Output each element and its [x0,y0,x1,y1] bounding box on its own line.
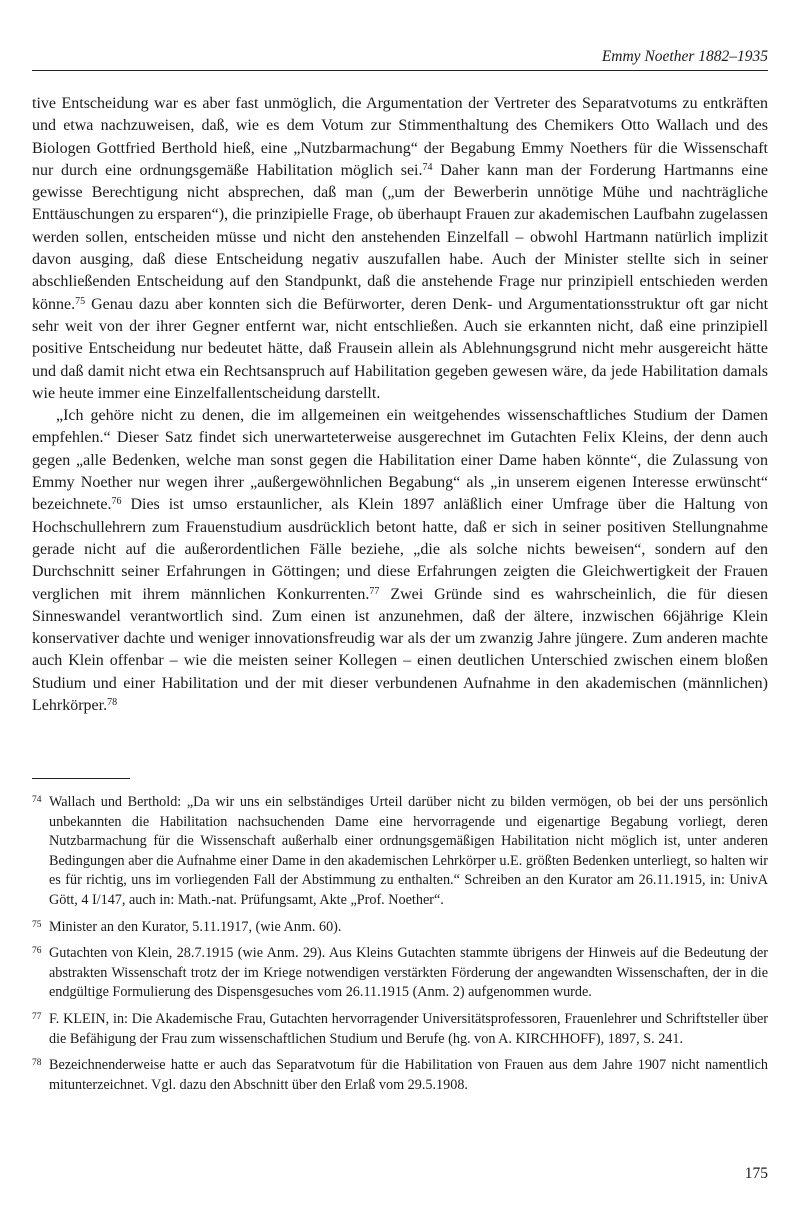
footnote-ref-75[interactable]: 75 [75,295,86,307]
text-segment: „Ich gehöre nicht zu denen, die im allgemeinen ein weitgehendes wissenschaftliches Studium der Damen empfehlen.“ Dieser Satz findet sich unerwarteterweise ausgerechnet im Gutachten Felix Kleins, der denn auch gegen „alle Bedenken, welche man sonst gegen die Habilitation einer Dame haben könnte“, die Zulassung von Emmy Noether nur wegen ihrer „außergewöhnlichen Begabung“ als „in unserem eigenen Interesse erwünscht“ bezeichnete. [32,407,768,514]
footnote-ref-78[interactable]: 78 [107,697,118,709]
running-header: Emmy Noether 1882–1935 [601,48,768,65]
footnote-text: Gutachten von Klein, 28.7.1915 (wie Anm. 29). Aus Kleins Gutachten stammte übrigens der Hinweis auf die Bedeutung der abstrakten Wissenschaft trotz der im Kriege notwendigen verstärkten Förderung der angewandten Wissenschaften, der in die endgültige Formulierung des Dispensgesuches vom 26.11.1915 (Anm. 2) aufgenommen wurde. [49,945,768,1001]
footnote-76: 76 Gutachten von Klein, 28.7.1915 (wie Anm. 29). Aus Kleins Gutachten stammte übrigens der Hinweis auf die Bedeutung der abstrakten Wissenschaft trotz der im Kriege notwendigen verstärkten Förderung der angewandten Wissenschaften, der in die endgültige Formulierung des Dispensgesuches vom 26.11.1915 (Anm. 2) aufgenommen wurde. [32,945,768,1001]
text-segment: Zwei Gründe sind es wahrscheinlich, die für diesen Sinneswandel verantwortlich sind. Zum einen ist anzunehmen, daß der ältere, inzwischen 66jährige Klein konservativer dachte und weniger innovationsfreudig war als der um zwanzig Jahre jüngere. Zum anderen machte auch Klein offenbar – wie die meisten seiner Kollegen – einen deutlichen Unterschied zwischen einem bloßen Studium und einer Habilitation und der mit dieser verbundenen Aufnahme in den akademischen (männlichen) Lehrkörper. [32,585,768,715]
footnote-77: 77 F. KLEIN, in: Die Akademische Frau, Gutachten hervorragender Universitätsprofessoren, Frauenlehrer und Schriftsteller über die Befähigung der Frau zum wissenschaftlichen Studium und Berufe (hg. von A. KIRCHHOFF), 1897, S. 241. [32,1010,768,1047]
footnote-text: Wallach und Berthold: „Da wir uns ein selbständiges Urteil darüber nicht zu bilden vermögen, ob bei der uns persönlich unbekannten die Habilitation nachsuchenden Dame eine hervorragende und eigenartige Begabung vorliegt, deren Nutzbarmachung für die Wissenschaft außerhalb einer ordnungsgemäßigen Habilitation nicht möglich ist, unter anderen Bedingungen aber die Aufnahme einer Dame in den akademischen Lehrkörper u.E. größten Bedenken unterliegt, so halten wir es für richtig, uns im vorliegenden Fall der Abstimmung zu enthalten.“ Schreiben an den Kurator am 26.11.1915, in: UnivA Gött, 4 I/147, auch in: Math.-nat. Prüfungsamt, Akte „Prof. Noether“. [49,794,768,908]
footnote-rule [32,778,130,779]
text-segment: Genau dazu aber konnten sich die Befürworter, deren Denk- und Argumentationsstruktur oft gar nicht sehr weit von der ihrer Gegner entfernt war, nicht entschließen. Auch sie erkannten nicht, daß eine prinzipiell positive Entscheidung nur bedeutet hätte, daß Frausein allein als Ablehnungsgrund nicht mehr ausgereicht hätte und daß damit nicht etwa ein Rechtsanspruch auf Habilitation gegeben gewesen wäre, da jede Habilitation damals wie heute immer eine Einzelfallentscheidung darstellt. [32,295,769,402]
page-number: 175 [744,1165,768,1182]
text-segment: Dies ist umso erstaunlicher, als Klein 1897 anläßlich einer Umfrage über die Haltung von Hochschullehrern zum Frauenstudium ausdrücklich betont hatte, daß er sich in seiner positiven Stellungnahme gerade nicht auf die außerordentlichen Fälle beziehe, „die als solche nichts beweisen“, sondern auf den Durchschnitt seiner Erfahrungen in Göttingen; und diese Erfahrungen zeigten die Gleichwertigkeit der Frauen verglichen mit ihrem männlichen Konkurrenten. [32,496,769,603]
text-segment: tive Entscheidung war es aber fast unmöglich, die Argumentation der Vertreter des Separatvotums zu entkräften und etwa nachzuweisen, daß, wie es dem Votum zur Stimmenthaltung des Chemikers Otto Wallach und des Biologen Gottfried Berthold hieß, eine „Nutzbarmachung“ der Begabung Emmy Noethers für die Wissenschaft nur durch eine ordnungsgemäße Habilitation möglich sei. [32,95,768,179]
main-text [32,93,768,717]
footnote-78: 78 Bezeichnenderweise hatte er auch das Separatvotum für die Habilitation von Frauen aus dem Jahre 1907 nicht namentlich mitunterzeichnet. Vgl. dazu den Abschnitt über den Erlaß vom 29.5.1908. [32,1057,768,1093]
footnote-text: F. KLEIN, in: Die Akademische Frau, Gutachten hervorragender Universitätsprofessoren, Frauenlehrer und Schriftsteller über die Befähigung der Frau zum wissenschaftlichen Studium und Berufe (hg. von A. KIRCHHOFF), 1897, S. 241. [49,1010,768,1047]
text-segment: Daher kann man der Forderung Hartmanns eine gewisse Berechtigung nicht absprechen, daß man („um der Bewerberin unnötige Mühe und nachträgliche Enttäuschungen zu ersparen“), die prinzipielle Frage, ob überhaupt Frauen zur akademischen Laufbahn zugelassen werden sollen, entscheiden müsse und nicht den anstehenden Einzelfall – obwohl Hartmann natürlich implizit davon ausging, daß diese Entscheidung negativ auszufallen habe. Auch der Minister stellte sich in seiner abschließenden Entscheidung auf den Standpunkt, daß die anstehende Frage nur prinzipiell entschieden werden könne. [32,161,769,313]
header-rule [32,70,768,71]
footnote-text: Bezeichnenderweise hatte er auch das Separatvotum für die Habilitation von Frauen aus dem Jahre 1907 nicht namentlich mitunterzeichnet. Vgl. dazu den Abschnitt über den Erlaß vom 29.5.1908. [49,1057,768,1093]
paragraph-2 [32,405,768,717]
footnote-75: 75 Minister an den Kurator, 5.11.1917, (wie Anm. 60). [32,918,342,935]
footnote-74: 74 Wallach und Berthold: „Da wir uns ein selbständiges Urteil darüber nicht zu bilden vermögen, ob bei der uns persönlich unbekannten die Habilitation nachsuchenden Dame eine hervorragende und eigenartige Begabung vorliegt, deren Nutzbarmachung für die Wissenschaft außerhalb einer ordnungsgemäßigen Habilitation nicht möglich ist, unter anderen Bedingungen aber die Aufnahme einer Dame in den akademischen Lehrkörper u.E. größten Bedenken unterliegt, so halten wir es für richtig, uns im vorliegenden Fall der Abstimmung zu enthalten.“ Schreiben an den Kurator am 26.11.1915, in: UnivA Gött, 4 I/147, auch in: Math.-nat. Prüfungsamt, Akte „Prof. Noether“. [32,794,768,908]
footnote-text: Minister an den Kurator, 5.11.1917, (wie Anm. 60). [49,918,342,935]
footnote-ref-76[interactable]: 76 [111,496,122,508]
footnotes [32,793,768,1102]
footnote-ref-74[interactable]: 74 [422,161,433,173]
paragraph-1 [32,93,768,405]
footnote-ref-77[interactable]: 77 [369,585,380,597]
